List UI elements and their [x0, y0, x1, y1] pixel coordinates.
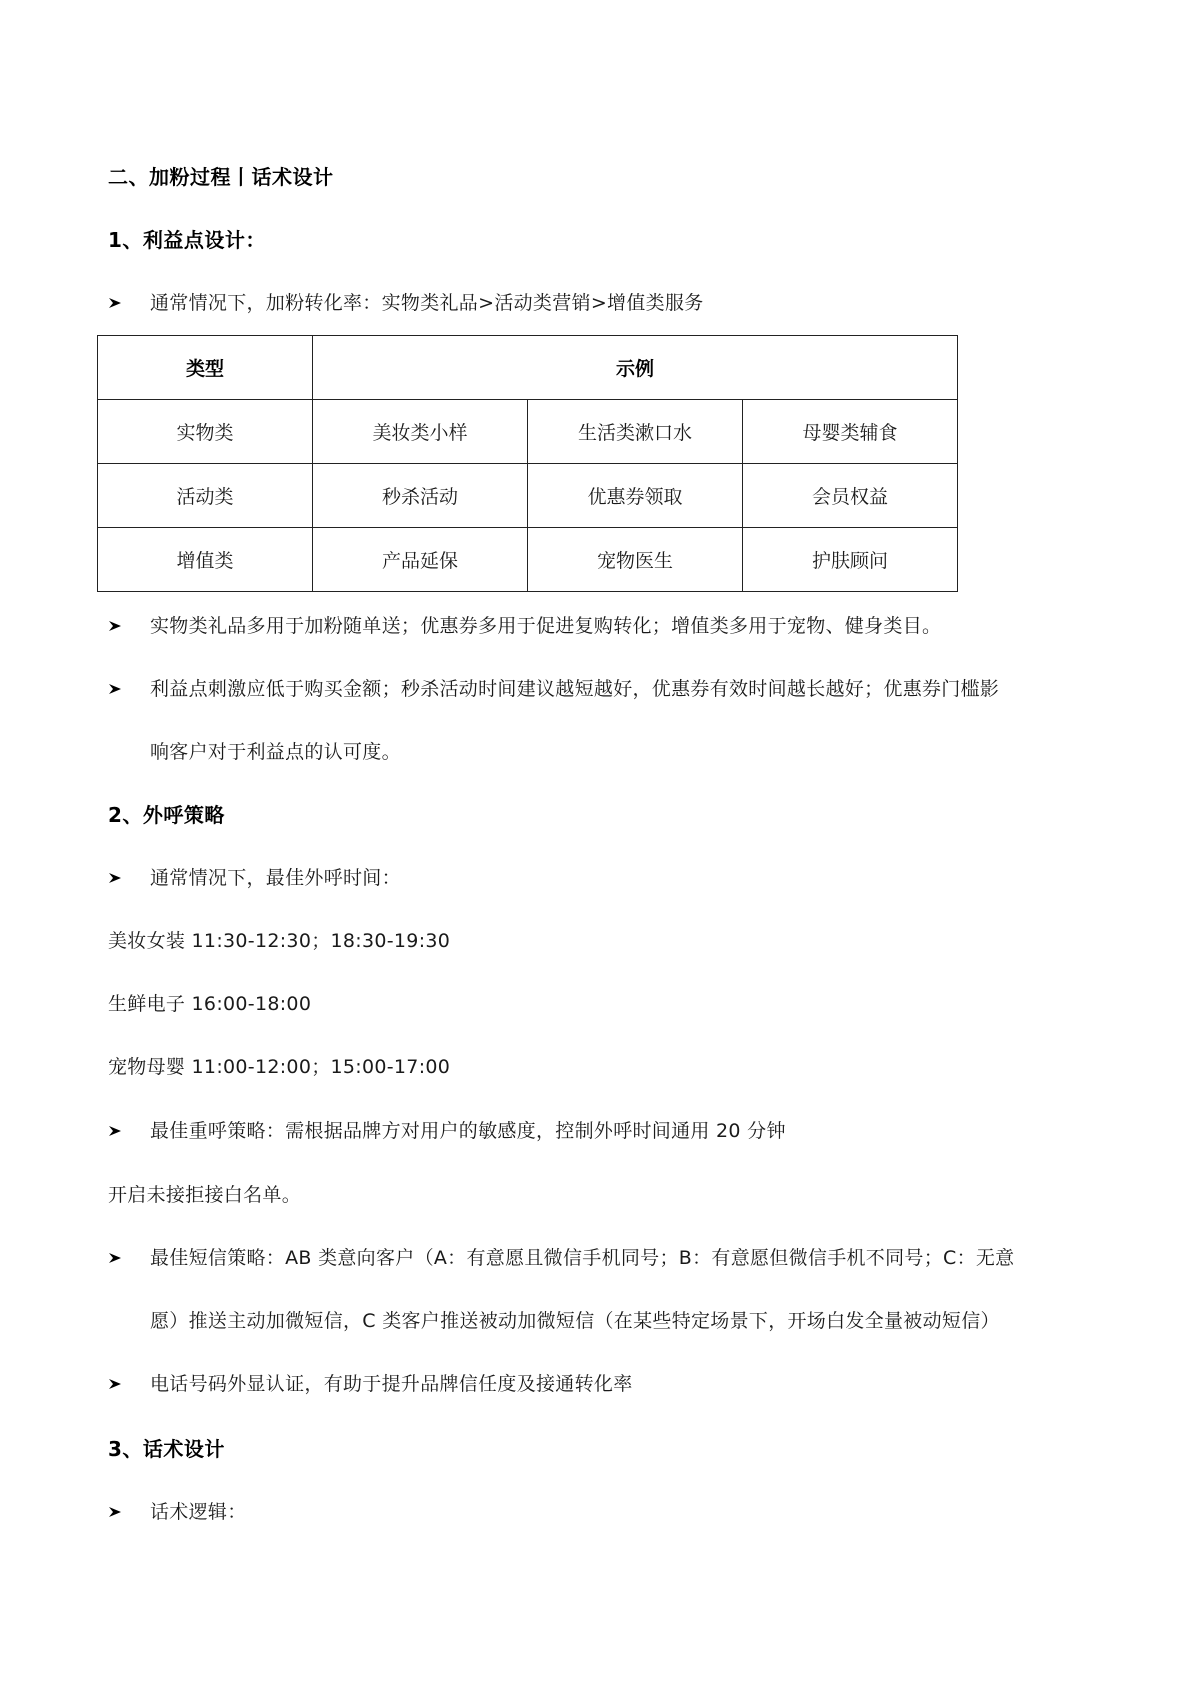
table-cell-example: 生活类漱口水: [528, 400, 743, 464]
arrowhead-bullet-icon: [108, 611, 128, 641]
table-header-type: 类型: [98, 336, 313, 400]
table-row: [98, 400, 958, 464]
bullet-benefit-stimulus: [108, 674, 1108, 704]
arrowhead-bullet-icon: [108, 863, 128, 893]
table-cell-example: 优惠券领取: [528, 464, 743, 528]
arrowhead-bullet-icon: [108, 1243, 128, 1273]
bullet-text: 通常情况下，最佳外呼时间：: [150, 867, 401, 889]
bullet-sms-strategy: [108, 1243, 1108, 1273]
table-header-examples: 示例: [313, 336, 958, 400]
table-cell-example: 会员权益: [743, 464, 958, 528]
table-header-row: [98, 336, 958, 400]
table-cell-type: 增值类: [98, 528, 313, 592]
bullet-script-logic: [108, 1497, 1108, 1527]
sms-continuation: 愿）推送主动加微短信，C 类客户推送被动加微短信（在某些特定场景下，开场白发全量被动短信）: [150, 1310, 1000, 1332]
bullet-text: 最佳重呼策略：需根据品牌方对用户的敏感度，控制外呼时间通用 20 分钟: [150, 1120, 786, 1142]
table-row: [98, 528, 958, 592]
time-line-pet-baby: 宠物母婴 11:00-12:00；15:00-17:00: [108, 1056, 451, 1078]
table-cell-type: 活动类: [98, 464, 313, 528]
redial-continuation: 开启未接拒接白名单。: [108, 1184, 302, 1206]
arrowhead-bullet-icon: [108, 1497, 128, 1527]
table-cell-example: 护肤顾问: [743, 528, 958, 592]
arrowhead-bullet-icon: [108, 288, 128, 318]
bullet-best-call-time: [108, 863, 1108, 893]
heading-script-design: 3、话术设计: [108, 1437, 225, 1461]
time-line-beauty: 美妆女装 11:30-12:30；18:30-19:30: [108, 930, 451, 952]
table-row: [98, 464, 958, 528]
table-cell-type: 实物类: [98, 400, 313, 464]
time-line-fresh-electronics: 生鲜电子 16:00-18:00: [108, 993, 312, 1015]
bullet-continuation: 响客户对于利益点的认可度。: [150, 741, 401, 763]
bullet-text: 利益点刺激应低于购买金额；秒杀活动时间建议越短越好，优惠券有效时间越长越好；优惠券门槛影: [150, 678, 1000, 700]
bullet-conversion-rate: [108, 288, 1108, 318]
bullet-text: 电话号码外显认证，有助于提升品牌信任度及接通转化率: [150, 1373, 633, 1395]
table-cell-example: 宠物医生: [528, 528, 743, 592]
bullet-text: 实物类礼品多用于加粉随单送；优惠券多用于促进复购转化；增值类多用于宠物、健身类目。: [150, 615, 942, 637]
bullet-text: 最佳短信策略：AB 类意向客户（A：有意愿且微信手机同号；B：有意愿但微信手机不同号；C：无意: [150, 1247, 1015, 1269]
table-cell-example: 母婴类辅食: [743, 400, 958, 464]
table-cell-example: 美妆类小样: [313, 400, 528, 464]
heading-benefit-design: 1、利益点设计：: [108, 228, 266, 252]
arrowhead-bullet-icon: [108, 1116, 128, 1146]
table-cell-example: 产品延保: [313, 528, 528, 592]
arrowhead-bullet-icon: [108, 1369, 128, 1399]
bullet-text: 通常情况下，加粉转化率：实物类礼品>活动类营销>增值类服务: [150, 292, 704, 314]
benefit-type-table: [97, 335, 958, 592]
bullet-gift-usage: [108, 611, 1108, 641]
bullet-redial-strategy: [108, 1116, 1108, 1146]
bullet-text: 话术逻辑：: [150, 1501, 247, 1523]
section-title: 二、加粉过程丨话术设计: [108, 165, 334, 189]
table-cell-example: 秒杀活动: [313, 464, 528, 528]
arrowhead-bullet-icon: [108, 674, 128, 704]
heading-outbound-strategy: 2、外呼策略: [108, 803, 225, 827]
bullet-caller-id: [108, 1369, 1108, 1399]
